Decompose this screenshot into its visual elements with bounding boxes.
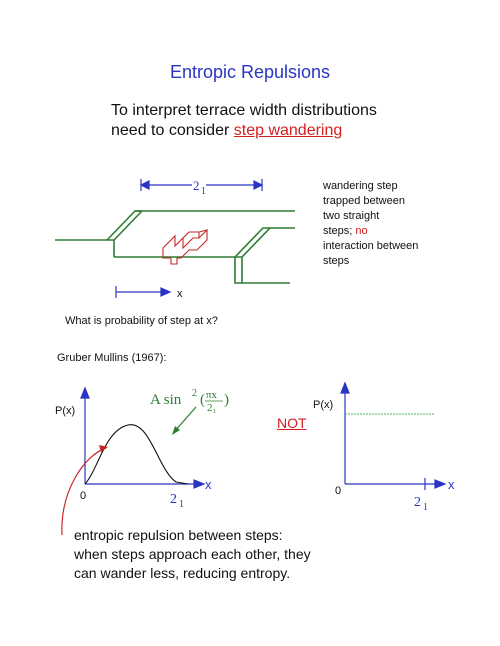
step-wandering-highlight: step wandering	[233, 122, 343, 139]
terrace-steps	[55, 211, 295, 283]
not-label: NOT	[277, 415, 307, 431]
left-plot-axes	[81, 388, 204, 488]
left-plot-origin: 0	[80, 490, 87, 502]
formula-open-paren: (	[200, 392, 205, 408]
width-sub: 1	[201, 186, 206, 197]
conclusion-line-3: can wander less, reducing entropy.	[74, 565, 291, 581]
side-note-line-2: trapped between	[323, 195, 405, 207]
formula-numerator: πx	[206, 389, 218, 401]
side-note-no: no	[355, 225, 368, 237]
subtitle-line-1: To interpret terrace width distributions	[111, 102, 377, 119]
formula-close-paren: )	[224, 392, 229, 408]
reference-credit: Gruber Mullins (1967):	[57, 352, 167, 364]
side-note-line-4	[323, 224, 473, 239]
conclusion-line-2: when steps approach each other, they	[74, 546, 311, 562]
right-plot-origin: 0	[335, 485, 342, 497]
conclusion-line-1: entropic repulsion between steps:	[74, 527, 283, 543]
side-note-line-4-prefix: steps;	[323, 225, 356, 237]
left-plot-xlabel: x	[205, 477, 212, 492]
x-arrow-label: x	[177, 288, 183, 300]
left-plot-end-sub: 1	[179, 499, 184, 510]
right-plot-xlabel: x	[448, 477, 455, 492]
right-plot-ylabel: P(x)	[313, 399, 334, 411]
side-note-line-3: two straight	[323, 210, 380, 222]
left-plot-end-label: 2	[170, 492, 177, 507]
formula-amplitude: A sin	[150, 392, 182, 408]
probability-question: What is probability of step at x?	[65, 315, 218, 327]
conclusion	[74, 526, 311, 583]
width-label: 2	[193, 178, 200, 193]
slide-title: Entropic Repulsions	[169, 62, 331, 82]
formula-power: 2	[192, 388, 197, 399]
side-note	[323, 179, 473, 269]
subtitle-line-2-prefix: need to consider	[111, 122, 234, 139]
side-note-line-5: interaction between	[323, 240, 419, 252]
left-plot-ylabel: P(x)	[55, 405, 76, 417]
wandering-step	[163, 230, 207, 264]
formula-denominator: 2₁	[207, 402, 217, 414]
right-plot-end-label: 2	[414, 495, 421, 510]
side-note-line-6: steps	[323, 255, 350, 267]
right-plot-end-sub: 1	[423, 502, 428, 513]
right-plot-axes	[341, 383, 445, 490]
side-note-line-1: wandering step	[323, 180, 398, 192]
x-arrow	[116, 286, 170, 298]
